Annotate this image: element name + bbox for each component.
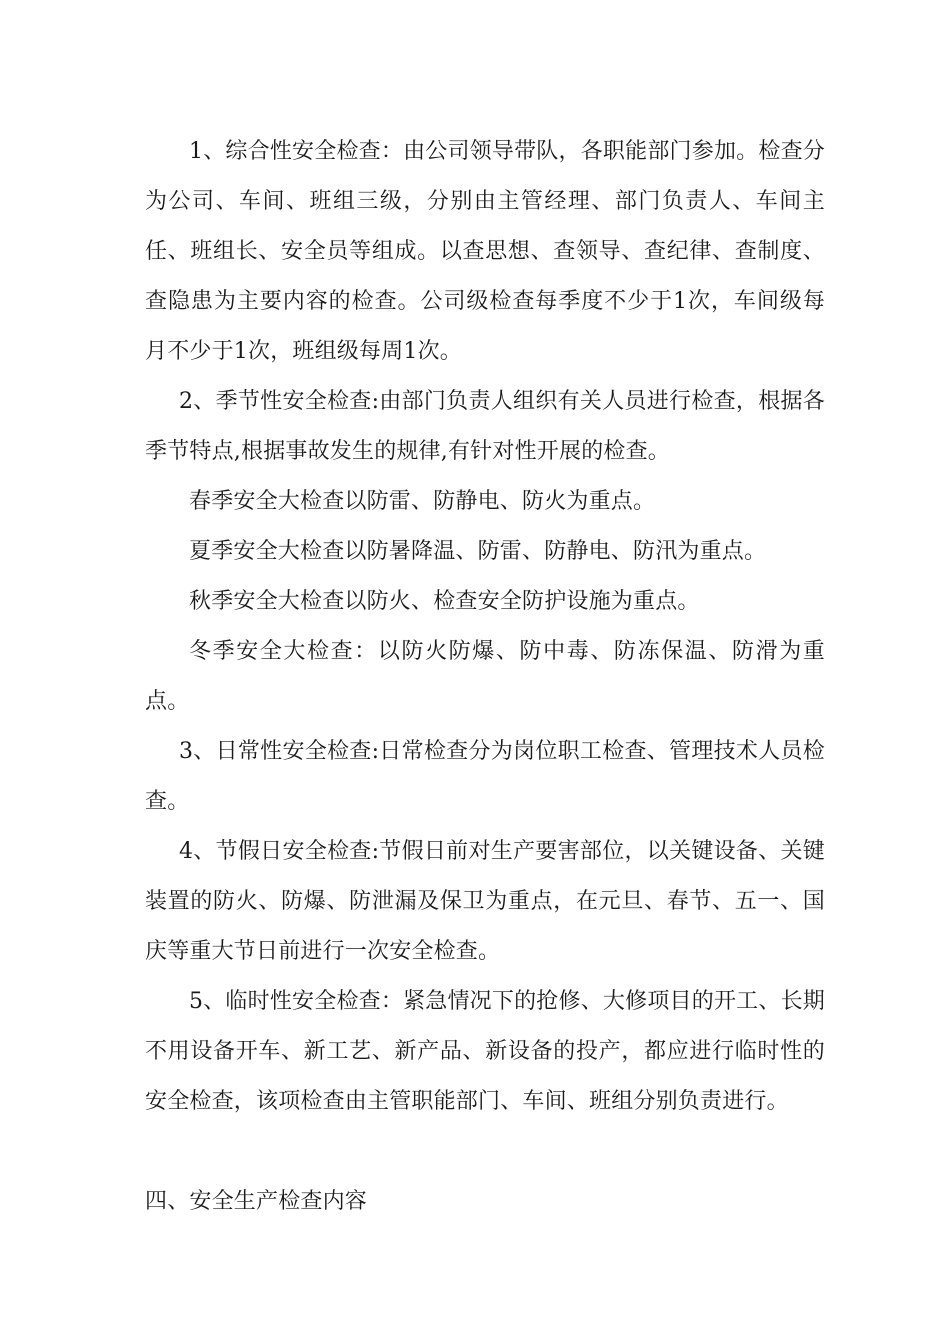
paragraph-seasonal-inspection: 2、季节性安全检查:由部门负责人组织有关人员进行检查，根据各季节特点,根据事故发生的规律,有针对性开展的检查。 [145, 389, 825, 464]
paragraph-winter-inspection: 冬季安全大检查：以防火防爆、防中毒、防冻保温、防滑为重点。 [145, 639, 825, 714]
paragraph-summer-inspection: 夏季安全大检查以防暑降温、防雷、防静电、防汛为重点。 [189, 539, 767, 564]
paragraph-temporary-inspection: 5、临时性安全检查：紧急情况下的抢修、大修项目的开工、长期不用设备开车、新工艺、新产品、新设备的投产，都应进行临时性的安全检查，该项检查由主管职能部门、车间、班组分别负责进行。 [145, 989, 825, 1114]
paragraph-spring-inspection: 春季安全大检查以防雷、防静电、防火为重点。 [189, 489, 656, 514]
section-heading: 四、安全生产检查内容 [145, 1189, 368, 1214]
paragraph-daily-inspection: 3、日常性安全检查:日常检查分为岗位职工检查、管理技术人员检查。 [145, 739, 825, 814]
paragraph-comprehensive-inspection: 1、综合性安全检查：由公司领导带队，各职能部门参加。检查分为公司、车间、班组三级，分别由主管经理、部门负责人、车间主任、班组长、安全员等组成。以查思想、查领导、查纪律、查制度、查隐患为主要内容的检查。公司级检查每季度不少于1次，车间级每月不少于1次，班组级每周1次。 [145, 139, 825, 364]
paragraph-autumn-inspection: 秋季安全大检查以防火、检查安全防护设施为重点。 [189, 589, 700, 614]
paragraph-holiday-inspection: 4、节假日安全检查:节假日前对生产要害部位，以关键设备、关键装置的防火、防爆、防泄漏及保卫为重点，在元旦、春节、五一、国庆等重大节日前进行一次安全检查。 [145, 839, 825, 964]
